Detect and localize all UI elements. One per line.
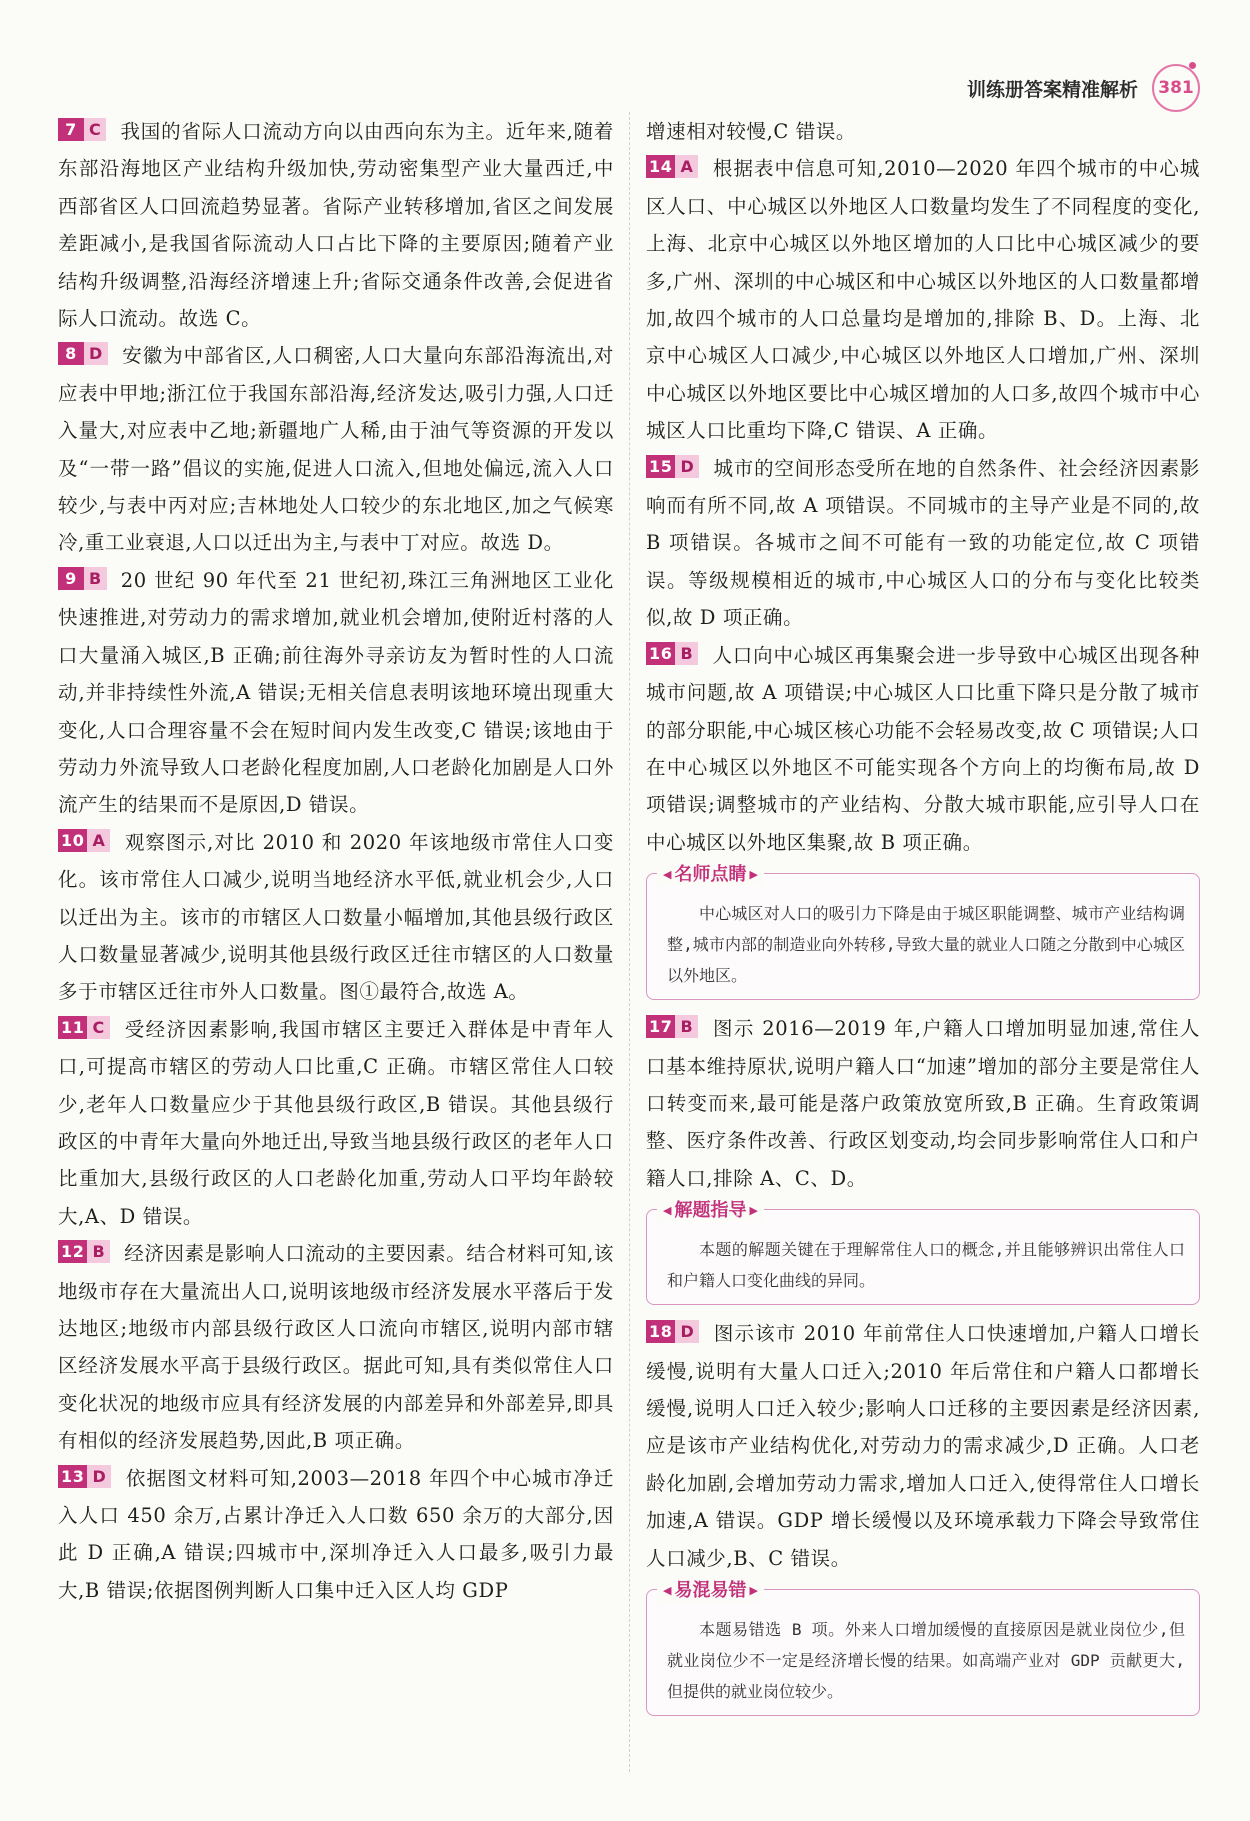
tip-text: 中心城区对人口的吸引力下降是由于城区职能调整、城市产业结构调整,城市内部的制造业向外转移,导致大量的就业人口随之分散到中心城区以外地区。 <box>667 904 1185 986</box>
question-tag <box>646 1320 699 1343</box>
header-title: 训练册答案精准解析 <box>966 78 1138 101</box>
answer-item-7 <box>58 113 614 337</box>
question-tag <box>58 1016 110 1039</box>
question-tag <box>646 642 698 665</box>
question-tag <box>646 455 699 478</box>
explanation-text: 城市的空间形态受所在地的自然条件、社会经济因素影响而有所不同,故 A 项错误。不同城市的主导产业是不同的,故 B 项错误。各城市之间不可能有一致的功能定位,故 C 项错误。等级规模相近的城市,中心城区人口的分布与变化比较类似,故 D 项正确。 <box>646 456 1200 630</box>
answer-letter: D <box>84 342 108 365</box>
question-number: 16 <box>646 642 675 665</box>
answer-item-10 <box>58 824 614 1011</box>
answer-item-8 <box>58 337 614 561</box>
answer-item-14 <box>646 150 1200 449</box>
question-tag <box>646 155 698 178</box>
right-column <box>646 113 1200 1726</box>
answer-item-13 <box>58 1460 614 1610</box>
answer-item-9 <box>58 562 614 824</box>
question-tag <box>58 567 107 590</box>
tip-box-teacher-note <box>646 864 1200 1000</box>
question-number: 18 <box>646 1320 675 1343</box>
question-number: 9 <box>58 567 84 590</box>
question-tag <box>646 1015 698 1038</box>
answer-letter: D <box>675 455 699 478</box>
explanation-text: 安徽为中部省区,人口稠密,人口大量向东部沿海流出,对应表中甲地;浙江位于我国东部沿海,经济发达,吸引力强,人口迁入量大,对应表中乙地;新疆地广人稀,由于油气等资源的开发以及“一带一路”倡议的实施,促进人口流入,但地处偏远,流入人口较少,与表中丙对应;吉林地处人口较少的东北地区,加之气候寒冷,重工业衰退,人口以迁出为主,与表中丁对应。故选 D。 <box>58 344 614 555</box>
tip-title: ◀ 名师点睛 ▶ <box>657 860 764 886</box>
answer-item-15 <box>646 450 1200 637</box>
explanation-text: 依据图文材料可知,2003—2018 年四个中心城市净迁入人口 450 余万,占累计净迁入人口数 650 余万的大部分,因此 D 正确,A 错误;四城市中,深圳净迁入人口最多,吸引力最大,B 错误;依据图例判断人口集中迁入区人均 GDP <box>58 1466 614 1602</box>
question-number: 13 <box>58 1465 87 1488</box>
explanation-text: 我国的省际人口流动方向以由西向东为主。近年来,随着东部沿海地区产业结构升级加快,劳动密集型产业大量西迁,中西部省区人口回流趋势显著。省际产业转移增加,省区之间发展差距减小,是我国省际流动人口占比下降的主要原因;随着产业结构升级调整,沿海经济增速上升;省际交通条件改善,会促进省际人口流动。故选 C。 <box>58 120 614 331</box>
answer-item-16 <box>646 637 1200 861</box>
question-number: 15 <box>646 455 675 478</box>
answer-letter: B <box>675 642 698 665</box>
tip-text: 本题的解题关键在于理解常住人口的概念,并且能够辨识出常住人口和户籍人口变化曲线的异同。 <box>667 1240 1185 1291</box>
question-number: 10 <box>58 829 87 852</box>
answer-item-11 <box>58 1011 614 1235</box>
left-column <box>58 113 614 1609</box>
tip-title: ◀ 易混易错 ▶ <box>657 1576 764 1602</box>
question-tag <box>58 342 108 365</box>
answer-letter: C <box>87 1016 109 1039</box>
tip-text: 本题易错选 B 项。外来人口增加缓慢的直接原因是就业岗位少,但就业岗位少不一定是经济增长慢的结果。如高端产业对 GDP 贡献更大,但提供的就业岗位较少。 <box>667 1620 1185 1701</box>
question-number: 11 <box>58 1016 87 1039</box>
answer-letter: D <box>87 1465 111 1488</box>
answer-item-12 <box>58 1235 614 1459</box>
answer-letter: B <box>84 567 107 590</box>
question-tag <box>58 118 106 141</box>
explanation-text: 根据表中信息可知,2010—2020 年四个城市的中心城区人口、中心城区以外地区人口数量均发生了不同程度的变化,上海、北京中心城区以外地区增加的人口比中心城区减少的要多,广州、深圳的中心城区和中心城区以外地区的人口数量都增加,故四个城市的人口总量均是增加的,排除 B、D。上海、北京中心城区人口减少,中心城区以外地区人口增加,广州、深圳中心城区以外地区要比中心城区增加的人口多,故四个城市中心城区人口比重均下降,C 错误、A 正确。 <box>646 157 1200 443</box>
tip-box-common-mistakes <box>646 1580 1200 1716</box>
page-number: 381 <box>1152 64 1200 112</box>
answer-letter: A <box>87 829 110 852</box>
answer-item-13-continued: 增速相对较慢,C 错误。 <box>646 120 857 143</box>
answer-letter: A <box>675 155 698 178</box>
answer-letter: D <box>675 1320 699 1343</box>
answer-item-17 <box>646 1010 1200 1197</box>
question-number: 7 <box>58 118 84 141</box>
column-divider <box>629 112 630 1772</box>
answer-letter: B <box>675 1015 698 1038</box>
explanation-text: 20 世纪 90 年代至 21 世纪初,珠江三角洲地区工业化快速推进,对劳动力的需求增加,就业机会增加,使附近村落的人口大量涌入城区,B 正确;前往海外寻亲访友为暂时性的人口流动,并非持续性外流,A 错误;无相关信息表明该地环境出现重大变化,人口合理容量不会在短时间内发生改变,C 错误;该地由于劳动力外流导致人口老龄化程度加剧,人口老龄化加剧是人口外流产生的结果而不是原因,D 错误。 <box>58 568 614 817</box>
question-number: 17 <box>646 1015 675 1038</box>
explanation-text: 人口向中心城区再集聚会进一步导致中心城区出现各种城市问题,故 A 项错误;中心城区人口比重下降只是分散了城市的部分职能,中心城区核心功能不会轻易改变,故 C 项错误;人口在中心城区以外地区不可能实现各个方向上的均衡布局,故 D 项错误;调整城市的产业结构、分散大城市职能,应引导人口在中心城区以外地区集聚,故 B 项正确。 <box>646 643 1200 854</box>
question-number: 12 <box>58 1240 87 1263</box>
tip-title: ◀ 解题指导 ▶ <box>657 1196 764 1222</box>
answer-letter: B <box>87 1240 110 1263</box>
question-tag <box>58 1465 111 1488</box>
question-tag <box>58 1240 110 1263</box>
explanation-text: 图示该市 2010 年前常住人口快速增加,户籍人口增长缓慢,说明有大量人口迁入;2010 年后常住和户籍人口都增长缓慢,说明人口迁入较少;影响人口迁移的主要因素是经济因素,应是该市产业结构优化,对劳动力的需求减少,D 正确。人口老龄化加剧,会增加劳动力需求,增加人口迁入,使得常住人口增长加速,A 错误。GDP 增长缓慢以及环境承载力下降会导致常住人口减少,B、C 错误。 <box>646 1322 1200 1570</box>
explanation-text: 观察图示,对比 2010 和 2020 年该地级市常住人口变化。该市常住人口减少,说明当地经济水平低,就业机会少,人口以迁出为主。该市的市辖区人口数量小幅增加,其他县级行政区人口数量显著减少,说明其他县级行政区迁往市辖区的人口数量多于市辖区迁往市外人口数量。图①最符合,故选 A。 <box>58 830 614 1004</box>
question-number: 14 <box>646 155 675 178</box>
explanation-text: 经济因素是影响人口流动的主要因素。结合材料可知,该地级市存在大量流出人口,说明该地级市经济发展水平落后于发达地区;地级市内部县级行政区人口流向市辖区,说明内部市辖区经济发展水平高于县级行政区。据此可知,具有类似常住人口变化状况的地级市应具有经济发展的内部差异和外部差异,即具有相似的经济发展趋势,因此,B 项正确。 <box>58 1242 614 1453</box>
tip-box-solving-guide <box>646 1200 1200 1305</box>
question-tag <box>58 829 110 852</box>
explanation-text: 受经济因素影响,我国市辖区主要迁入群体是中青年人口,可提高市辖区的劳动人口比重,C 正确。市辖区常住人口较少,老年人口数量应少于其他县级行政区,B 错误。其他县级行政区的中青年大量向外地迁出,导致当地县级行政区的老年人口比重加大,县级行政区的人口老龄化加重,劳动人口平均年龄较大,A、D 错误。 <box>58 1017 614 1228</box>
answer-letter: C <box>84 118 106 141</box>
answer-item-18 <box>646 1315 1200 1577</box>
question-number: 8 <box>58 342 84 365</box>
page-header <box>967 62 1200 114</box>
explanation-text: 图示 2016—2019 年,户籍人口增加明显加速,常住人口基本维持原状,说明户籍人口“加速”增加的部分主要是常住人口转变而来,最可能是落户政策放宽所致,B 正确。生育政策调整、医疗条件改善、行政区划变动,均会同步影响常住人口和户籍人口,排除 A、C、D。 <box>646 1017 1200 1190</box>
